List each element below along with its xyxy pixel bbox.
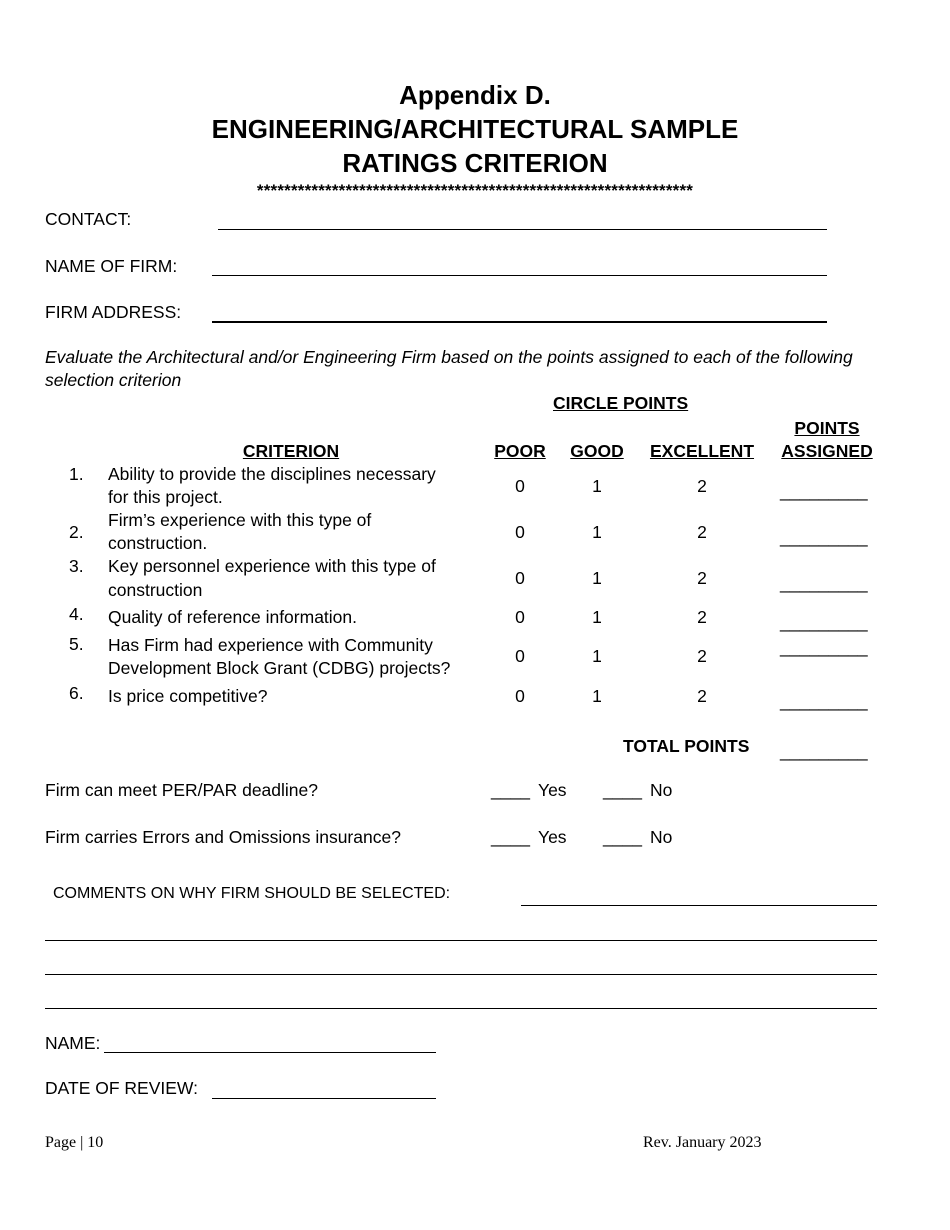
excellent-points[interactable]: 2 (697, 686, 707, 706)
poor-points[interactable]: 0 (515, 646, 525, 666)
good-points[interactable]: 1 (592, 646, 602, 666)
comments-line[interactable] (45, 1008, 877, 1009)
points-assigned-field[interactable]: _________ (780, 527, 868, 547)
points-assigned-field[interactable]: _________ (780, 691, 868, 711)
deadline-no-blank[interactable]: ____ (603, 780, 642, 800)
reviewer-name-field[interactable] (104, 1052, 436, 1053)
form-title: ENGINEERING/ARCHITECTURAL SAMPLE (211, 114, 739, 144)
excellent-header: EXCELLENT (649, 441, 755, 461)
form-subtitle: RATINGS CRITERION (342, 148, 608, 178)
firm-address-label: FIRM ADDRESS: (45, 302, 182, 322)
row-criterion-line2: Development Block Grant (CDBG) projects? (108, 658, 451, 678)
total-points-label: TOTAL POINTS (623, 736, 750, 756)
good-points[interactable]: 1 (592, 476, 602, 496)
points-assigned-field[interactable]: _________ (780, 481, 868, 501)
comments-line[interactable] (45, 940, 877, 941)
firm-name-label: NAME OF FIRM: (45, 256, 178, 276)
firm-address-field[interactable] (212, 321, 827, 323)
comments-line[interactable] (521, 905, 877, 906)
poor-points[interactable]: 0 (515, 522, 525, 542)
deadline-question: Firm can meet PER/PAR deadline? (45, 780, 318, 800)
points-header-line2: ASSIGNED (781, 441, 873, 461)
excellent-points[interactable]: 2 (697, 476, 707, 496)
insurance-no-label: No (650, 827, 673, 847)
review-date-label: DATE OF REVIEW: (45, 1078, 198, 1098)
contact-field[interactable] (218, 229, 827, 230)
row-number: 6. (69, 683, 84, 703)
points-assigned-field[interactable]: _________ (780, 637, 868, 657)
insurance-question: Firm carries Errors and Omissions insurance? (45, 827, 401, 847)
row-criterion-line1: Is price competitive? (108, 686, 268, 706)
points-assigned-field[interactable]: _________ (780, 573, 868, 593)
excellent-points[interactable]: 2 (697, 568, 707, 588)
excellent-points[interactable]: 2 (697, 607, 707, 627)
good-points[interactable]: 1 (592, 607, 602, 627)
row-number: 2. (69, 522, 84, 542)
excellent-points[interactable]: 2 (697, 646, 707, 666)
good-points[interactable]: 1 (592, 522, 602, 542)
points-header-line1: POINTS (794, 418, 860, 438)
row-criterion-line2: for this project. (108, 487, 223, 507)
poor-points[interactable]: 0 (515, 476, 525, 496)
row-number: 5. (69, 634, 84, 654)
row-criterion-line2: construction (108, 580, 203, 600)
comments-label: COMMENTS ON WHY FIRM SHOULD BE SELECTED: (53, 885, 451, 902)
comments-line[interactable] (45, 974, 877, 975)
appendix-title: Appendix D. (399, 80, 551, 110)
insurance-no-blank[interactable]: ____ (603, 827, 642, 847)
reviewer-name-label: NAME: (45, 1033, 101, 1053)
instructions-line1: Evaluate the Architectural and/or Engineering Firm based on the points assigned to each of the following (45, 347, 853, 367)
deadline-no-label: No (650, 780, 673, 800)
page-number: Page | 10 (45, 1134, 104, 1151)
star-divider: **************************************************************** (256, 181, 694, 200)
poor-points[interactable]: 0 (515, 607, 525, 627)
excellent-points[interactable]: 2 (697, 522, 707, 542)
row-criterion-line1: Ability to provide the disciplines necessary (108, 464, 436, 484)
review-date-field[interactable] (212, 1098, 436, 1099)
insurance-yes-label: Yes (538, 827, 567, 847)
row-criterion-line1: Firm’s experience with this type of (108, 510, 372, 530)
firm-name-field[interactable] (212, 275, 827, 276)
poor-points[interactable]: 0 (515, 686, 525, 706)
instructions-line2: selection criterion (45, 370, 182, 390)
points-assigned-field[interactable]: _________ (780, 612, 868, 632)
poor-points[interactable]: 0 (515, 568, 525, 588)
total-points-field[interactable]: _________ (780, 741, 868, 761)
row-criterion-line1: Has Firm had experience with Community (108, 635, 433, 655)
insurance-yes-blank[interactable]: ____ (491, 827, 530, 847)
row-criterion-line1: Quality of reference information. (108, 607, 358, 627)
good-header: GOOD (570, 441, 624, 461)
revision-date: Rev. January 2023 (643, 1134, 762, 1151)
contact-label: CONTACT: (45, 209, 132, 229)
row-number: 1. (69, 464, 84, 484)
poor-header: POOR (494, 441, 546, 461)
good-points[interactable]: 1 (592, 568, 602, 588)
criterion-header: CRITERION (242, 441, 340, 461)
row-number: 4. (69, 604, 84, 624)
deadline-yes-label: Yes (538, 780, 567, 800)
circle-points-header: CIRCLE POINTS (553, 393, 689, 413)
row-number: 3. (69, 556, 84, 576)
deadline-yes-blank[interactable]: ____ (491, 780, 530, 800)
row-criterion-line2: construction. (108, 533, 208, 553)
row-criterion-line1: Key personnel experience with this type of (108, 556, 436, 576)
good-points[interactable]: 1 (592, 686, 602, 706)
